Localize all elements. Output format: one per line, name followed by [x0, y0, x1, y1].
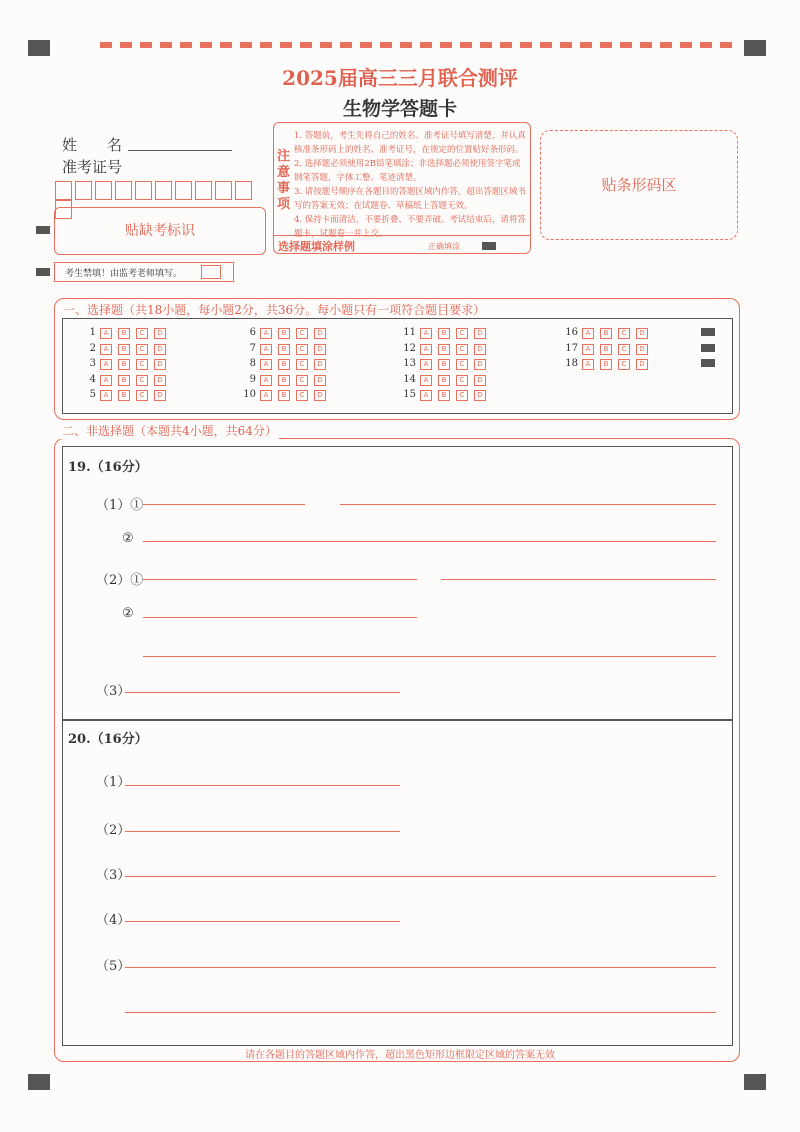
- mc-option-bubble[interactable]: D: [636, 344, 648, 355]
- mc-option-bubble[interactable]: D: [474, 359, 486, 370]
- id-digit-box[interactable]: [55, 181, 72, 200]
- mc-question-14: [398, 374, 492, 386]
- mc-question-number: 4: [89, 374, 96, 385]
- mc-option-bubble[interactable]: B: [118, 344, 130, 355]
- mc-option-bubble[interactable]: D: [314, 344, 326, 355]
- mc-option-bubble[interactable]: A: [582, 328, 594, 339]
- mc-question-number: 10: [243, 389, 256, 400]
- mc-question-8: [238, 358, 332, 370]
- mc-option-bubble[interactable]: C: [456, 344, 468, 355]
- mc-option-bubble[interactable]: A: [582, 344, 594, 355]
- absent-note-box: [54, 262, 234, 282]
- mc-option-bubble[interactable]: A: [260, 344, 272, 355]
- registration-mark-top-right: [744, 40, 766, 56]
- absent-note-text: 考生禁填！由监考老师填写。: [65, 269, 183, 279]
- section1-title: 一、选择题（共18小题，每小题2分，共36分。每小题只有一项符合题目要求）: [63, 303, 486, 317]
- mc-option-bubble[interactable]: C: [456, 390, 468, 401]
- mc-option-bubble[interactable]: D: [314, 375, 326, 386]
- mc-question-9: [238, 374, 332, 386]
- mc-option-bubble[interactable]: D: [154, 359, 166, 370]
- absent-sticker-label: 贴缺考标识: [125, 223, 195, 239]
- mc-question-number: 15: [403, 389, 416, 400]
- mc-option-bubble[interactable]: B: [438, 344, 450, 355]
- mc-option-bubble[interactable]: D: [154, 375, 166, 386]
- mc-option-bubble[interactable]: B: [278, 375, 290, 386]
- id-digit-box[interactable]: [135, 181, 152, 200]
- mc-option-bubble[interactable]: A: [260, 390, 272, 401]
- registration-mark-bottom-right: [744, 1074, 766, 1090]
- q19-label: 19.（16分）: [68, 460, 148, 475]
- mc-option-bubble[interactable]: A: [420, 344, 432, 355]
- mc-option-bubble[interactable]: D: [154, 328, 166, 339]
- mc-option-bubble[interactable]: D: [154, 390, 166, 401]
- mc-option-bubble[interactable]: C: [136, 375, 148, 386]
- mc-question-number: 14: [403, 374, 416, 385]
- answer-line[interactable]: [441, 579, 716, 580]
- mc-timing-mark: [701, 328, 715, 336]
- mc-question-7: [238, 343, 332, 355]
- q20-part2: （2）: [96, 823, 131, 838]
- fill-sample-label: 选择题填涂样例: [278, 240, 355, 253]
- id-digit-box[interactable]: [75, 181, 92, 200]
- notice-item: 2. 选择题必须使用2B铅笔填涂；非选择题必须使用签字笔或钢笔答题，字体工整、笔迹清楚。: [294, 159, 521, 183]
- absent-sticker-area: [54, 207, 266, 255]
- mc-option-bubble[interactable]: A: [100, 390, 112, 401]
- mc-timing-mark: [701, 359, 715, 367]
- mc-question-number: 7: [249, 343, 256, 354]
- mc-option-bubble[interactable]: C: [296, 359, 308, 370]
- top-dash-strip: [100, 42, 740, 48]
- mc-option-bubble[interactable]: C: [136, 328, 148, 339]
- mc-option-bubble[interactable]: A: [260, 328, 272, 339]
- answer-line[interactable]: [125, 876, 716, 877]
- mc-question-number: 8: [249, 358, 256, 369]
- mc-question-1: [78, 327, 172, 339]
- registration-mark-top-left: [28, 40, 50, 56]
- mc-option-bubble[interactable]: C: [618, 359, 630, 370]
- id-digit-box[interactable]: [175, 181, 192, 200]
- mc-option-bubble[interactable]: B: [600, 328, 612, 339]
- mc-option-bubble[interactable]: B: [438, 359, 450, 370]
- mc-question-number: 9: [249, 374, 256, 385]
- answer-line[interactable]: [143, 504, 305, 505]
- answer-line[interactable]: [340, 504, 716, 505]
- mc-option-bubble[interactable]: D: [474, 390, 486, 401]
- mc-option-bubble[interactable]: C: [296, 375, 308, 386]
- q19-part2: （2）①: [96, 573, 144, 588]
- mc-option-bubble[interactable]: D: [474, 375, 486, 386]
- card-title: 生物学答题卡: [342, 98, 457, 120]
- mc-option-bubble[interactable]: B: [438, 328, 450, 339]
- mc-option-bubble[interactable]: D: [314, 390, 326, 401]
- mc-option-bubble[interactable]: B: [438, 375, 450, 386]
- answer-line[interactable]: [143, 579, 417, 580]
- mc-option-bubble[interactable]: D: [474, 328, 486, 339]
- exam-title: 2025届高三三月联合测评: [282, 66, 518, 90]
- mc-option-bubble[interactable]: D: [314, 328, 326, 339]
- mc-option-bubble[interactable]: D: [636, 328, 648, 339]
- q20-part1: （1）: [96, 775, 131, 790]
- mc-question-number: 11: [403, 327, 416, 338]
- notices-title: 注意事项: [277, 149, 291, 212]
- mc-question-17: [560, 343, 654, 355]
- q19-part1: （1）①: [96, 498, 144, 513]
- mc-option-bubble[interactable]: A: [100, 359, 112, 370]
- id-digit-box[interactable]: [195, 181, 212, 200]
- answer-line[interactable]: [143, 541, 716, 542]
- mc-question-number: 18: [565, 358, 578, 369]
- answer-line[interactable]: [125, 921, 400, 922]
- q19-part2b: ②: [122, 606, 134, 621]
- mc-option-bubble[interactable]: D: [636, 359, 648, 370]
- mc-option-bubble[interactable]: A: [582, 359, 594, 370]
- barcode-label: 贴条形码区: [601, 176, 677, 194]
- id-digit-box[interactable]: [95, 181, 112, 200]
- mc-option-bubble[interactable]: A: [420, 390, 432, 401]
- notice-item: 1. 答题前，考生先将自己的姓名、准考证号填写清楚，并认真核准条形码上的姓名、准考证号，在规定的位置贴好条形码。: [294, 131, 526, 155]
- mc-question-number: 13: [403, 358, 416, 369]
- mc-option-bubble[interactable]: C: [296, 344, 308, 355]
- mc-option-bubble[interactable]: C: [456, 375, 468, 386]
- mc-option-bubble[interactable]: C: [136, 344, 148, 355]
- q20-part5: （5）: [96, 959, 131, 974]
- absent-checkbox[interactable]: [201, 265, 221, 279]
- mc-option-bubble[interactable]: C: [618, 344, 630, 355]
- answer-line[interactable]: [125, 785, 400, 786]
- mc-option-bubble[interactable]: A: [260, 359, 272, 370]
- mc-option-bubble[interactable]: C: [456, 328, 468, 339]
- mc-question-number: 16: [565, 327, 578, 338]
- mc-question-number: 17: [565, 343, 578, 354]
- q20-part3: （3）: [96, 868, 131, 883]
- mc-option-bubble[interactable]: A: [100, 375, 112, 386]
- registration-mark-bottom-left: [28, 1074, 50, 1090]
- mc-option-bubble[interactable]: D: [474, 344, 486, 355]
- mc-question-number: 1: [89, 327, 96, 338]
- q19-answer-area[interactable]: [62, 446, 733, 720]
- mc-option-bubble[interactable]: C: [456, 359, 468, 370]
- mc-question-15: [398, 389, 492, 401]
- exam-id-label: 准考证号: [62, 158, 123, 176]
- mc-question-number: 3: [89, 358, 96, 369]
- mc-option-bubble[interactable]: A: [420, 328, 432, 339]
- side-mark: [36, 226, 50, 234]
- answer-line[interactable]: [143, 617, 417, 618]
- mc-option-bubble[interactable]: C: [296, 390, 308, 401]
- mc-question-10: [238, 389, 332, 401]
- q20-answer-area[interactable]: [62, 720, 733, 1046]
- mc-option-bubble[interactable]: B: [118, 359, 130, 370]
- name-label: 姓 名: [62, 136, 123, 154]
- mc-option-bubble[interactable]: B: [118, 390, 130, 401]
- side-mark: [36, 268, 50, 276]
- mc-option-bubble[interactable]: C: [296, 328, 308, 339]
- mc-option-bubble[interactable]: A: [100, 328, 112, 339]
- correct-fill-label: 正确填涂: [428, 242, 460, 251]
- barcode-area: [540, 130, 738, 240]
- notice-item: 4. 保持卡面清洁，不要折叠、不要弄破。考试结束后，请将答题卡，试题卷一并上交。: [294, 215, 526, 239]
- mc-option-bubble[interactable]: C: [618, 328, 630, 339]
- mc-option-bubble[interactable]: B: [438, 390, 450, 401]
- mc-option-bubble[interactable]: D: [314, 359, 326, 370]
- mc-option-bubble[interactable]: B: [118, 328, 130, 339]
- id-digit-box[interactable]: [155, 181, 172, 200]
- mc-question-16: [560, 327, 654, 339]
- answer-line[interactable]: [125, 1012, 716, 1013]
- id-digit-box[interactable]: [215, 181, 232, 200]
- mc-question-13: [398, 358, 492, 370]
- section2-title: 二、非选择题（本题共4小题，共64分）: [62, 424, 277, 438]
- mc-option-bubble[interactable]: B: [118, 375, 130, 386]
- mc-question-6: [238, 327, 332, 339]
- correct-fill-sample: [482, 242, 496, 250]
- mc-option-bubble[interactable]: A: [100, 344, 112, 355]
- mc-question-18: [560, 358, 654, 370]
- q19-part3: （3）: [96, 684, 131, 699]
- mc-option-bubble[interactable]: B: [278, 344, 290, 355]
- q20-label: 20.（16分）: [68, 732, 148, 747]
- mc-question-number: 12: [403, 343, 416, 354]
- answer-line[interactable]: [125, 692, 400, 693]
- mc-option-bubble[interactable]: B: [278, 390, 290, 401]
- mc-question-11: [398, 327, 492, 339]
- answer-line[interactable]: [125, 967, 716, 968]
- answer-line[interactable]: [143, 656, 716, 657]
- name-field-line[interactable]: [128, 150, 232, 151]
- id-digit-box[interactable]: [115, 181, 132, 200]
- q19-part1b: ②: [122, 531, 134, 546]
- mc-question-2: [78, 343, 172, 355]
- mc-question-4: [78, 374, 172, 386]
- mc-option-bubble[interactable]: A: [420, 375, 432, 386]
- answer-line[interactable]: [125, 831, 400, 832]
- mc-question-3: [78, 358, 172, 370]
- mc-question-12: [398, 343, 492, 355]
- mc-question-5: [78, 389, 172, 401]
- mc-option-bubble[interactable]: B: [278, 359, 290, 370]
- mc-option-bubble[interactable]: B: [600, 359, 612, 370]
- mc-option-bubble[interactable]: B: [278, 328, 290, 339]
- mc-option-bubble[interactable]: B: [600, 344, 612, 355]
- notice-item: 3. 请按题号顺序在各题目的答题区域内作答，超出答题区域书写的答案无效；在试题卷、草稿纸上答题无效。: [294, 187, 526, 211]
- mc-question-number: 2: [89, 343, 96, 354]
- mc-option-bubble[interactable]: A: [420, 359, 432, 370]
- notices-box: [273, 122, 531, 254]
- mc-question-number: 6: [249, 327, 256, 338]
- mc-question-number: 5: [89, 389, 96, 400]
- id-digit-box[interactable]: [235, 181, 252, 200]
- footer-note: 请在各题目的答题区域内作答，超出黑色矩形边框限定区域的答案无效: [245, 1050, 555, 1061]
- mc-option-bubble[interactable]: D: [154, 344, 166, 355]
- q20-part4: （4）: [96, 913, 131, 928]
- mc-option-bubble[interactable]: A: [260, 375, 272, 386]
- mc-option-bubble[interactable]: C: [136, 390, 148, 401]
- mc-option-bubble[interactable]: C: [136, 359, 148, 370]
- mc-timing-mark: [701, 344, 715, 352]
